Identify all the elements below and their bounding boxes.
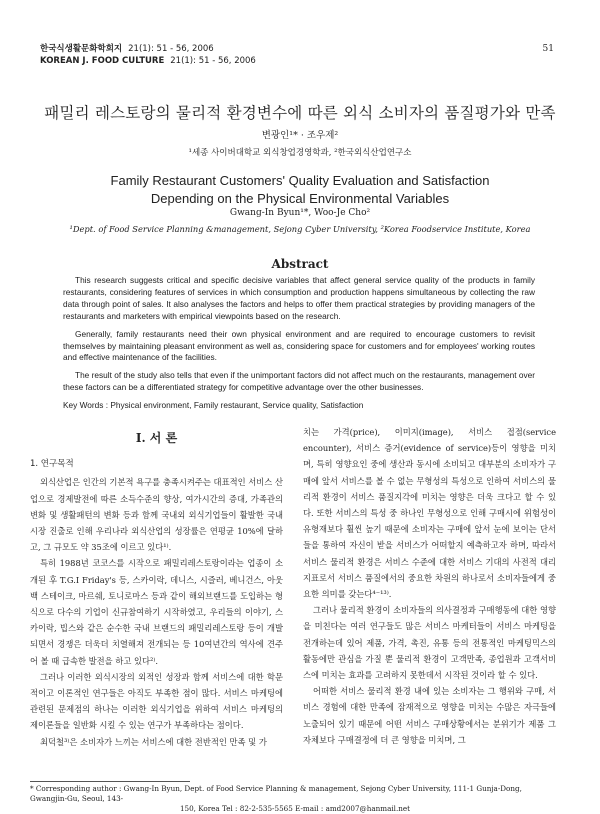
body-column-right [303, 424, 556, 748]
body-paragraph: 특히 1988년 코코스를 시작으로 패밀리레스토랑이라는 업종이 소개된 후 T.G.I Friday's 등, 스카이락, 데니스, 시즐러, 베니건스, 아웃백 스테이크, 마르쉐, 토니로마스 등과 같이 해외브랜드를 도입하는 형식으로 다수의 기업이 신규참여하기 시작하였고, 우리들의 이야기, 스카이락, 빕스와 같은 순수한 국내 브랜드의 패밀리레스토랑 등이 개발되면서 경쟁은 더욱더 치열해져 전개되는 등 10여년간의 역사에 견주어 볼 때 급속한 발전을 하고 있다²⁾. [30, 558, 283, 666]
journal-line-en [40, 55, 256, 67]
corresponding-author-footnote [30, 784, 560, 814]
footnote-divider [30, 781, 190, 782]
title-english [0, 172, 600, 208]
body-paragraph: 치는 가격(price), 이미지(image), 서비스 접점(service encounter), 서비스 증거(evidence of service)등이 영향을 미치며, 특히 영향요인 중에 생산과 동시에 소비되고 대부분의 소비자가 구매에 앞서 서비스를 볼 수 없는 무형성의 특성으로 인하여 서비스의 물리적 환경이 서비스 품질지각에 미치는 영향은 더욱 크다고 할 수 있다. 또한 서비스의 특성 중 하나인 무형성으로 인해 구매시에 위험성이 유형재보다 훨씬 높기 때문에 소비자는 구매에 앞서 눈에 보이는 단서들을 통하여 자신이 받을 서비스가 어떠할지 예측하고자 하며, 따라서 서비스 물리적 환경은 서비스 수준에 대한 서비스 기대의 사전적 대리 지표로서 서비스 품질에서의 중요한 차원의 하나로서 소비자들에게 중요한 의미를 갖는다⁴⁻¹³⁾. [303, 427, 556, 600]
page-number: 51 [542, 44, 554, 54]
abstract-paragraph: This research suggests critical and specific decisive variables that affect general service quality of the products in family restaurants, considering features of services in which consumption and production happens simultaneous by collecting the raw data through point of sales. It also analyses the factors and helps to offer them practical strategies by providing managers of the restaurants and marketers with empirical viewpoints based on the research. [63, 275, 535, 321]
keywords-list: Physical environment, Family restaurant, Service quality, Satisfaction [110, 400, 364, 411]
body-paragraph: 그러나 이러한 외식시장의 외적인 성장과 함께 서비스에 대한 학문적이고 이론적인 연구들은 아직도 부족한 점이 많다. 서비스 마케팅에 관련된 문제점의 하나는 이러한 외식기업을 위하여 서비스 마케팅의 제이론들을 일반화 시킬 수 있는 연구가 부족하다는 점이다. [30, 671, 283, 731]
authors-english: Gwang-In Byun¹*, Woo-Je Cho² [229, 208, 371, 218]
affiliations-korean: ¹세종 사이버대학교 외식창업경영학과, ²한국외식산업연구소 [188, 148, 412, 158]
journal-name-en: KOREAN J. FOOD CULTURE [40, 56, 165, 66]
subsection-title: 1. 연구목적 [30, 459, 74, 470]
body-paragraph: 최덕철³⁾은 소비자가 느끼는 서비스에 대한 전반적인 만족 및 가 [40, 736, 267, 747]
abstract-body [63, 275, 535, 412]
authors-korean: 변광인¹* · 조우제² [261, 130, 339, 141]
journal-name-kr: 한국식생활문화학회지 [40, 44, 123, 54]
journal-issue-kr: 21(1): 51 - 56, 2006 [128, 44, 214, 54]
body-paragraph: 외식산업은 인간의 기본적 욕구를 충족시켜주는 대표적인 서비스 산업으로 경제발전에 따른 소득수준의 향상, 여가시간의 증대, 가족관의 변화 및 생활패턴의 변화 등과 함께 국내외 외식기업들이 활발한 국내시장 진출로 인해 우리나라 외식산업의 성장률은 연평균 10%에 달하고, 그 규모도 약 35조에 이르고 있다¹⁾. [30, 477, 283, 553]
title-english-line1: Family Restaurant Customers' Quality Evaluation and Satisfaction [110, 173, 490, 188]
abstract-paragraph: The result of the study also tells that even if the unimportant factors did not affect much on the restaurants, management over these factors can be a differentiated strategy for competitive advantage over the other businesses. [63, 370, 535, 393]
body-paragraph: 어떠한 서비스 물리적 환경 내에 있는 소비자는 그 행위와 구매, 서비스 경험에 대한 만족에 잠재적으로 영향을 미치는 수많은 자극들에 노출되어 있기 때문에 어떤 서비스 구매상황에서는 분위기가 제품 그 자체보다 구매결정에 더 큰 영향을 미치며, 그 [303, 686, 556, 745]
affiliations-english: ¹Dept. of Food Service Planning &management, Sejong Cyber University, ²Korea Foodservice Institute, Korea [69, 224, 531, 234]
footnote-line1: * Corresponding author : Gwang-In Byun, Dept. of Food Service Planning & management, Sejong Cyber University, 111-1 Gunja-Dong, Gwangjin-Gu, Seoul, 143- [30, 784, 522, 803]
title-korean: 패밀리 레스토랑의 물리적 환경변수에 따른 외식 소비자의 품질평가와 만족 [44, 104, 556, 122]
footnote-line2: 150, Korea Tel : 82-2-535-5565 E-mail : amd2007@hanmail.net [179, 804, 411, 813]
journal-line-kr [40, 43, 256, 55]
keywords [63, 400, 535, 412]
abstract-paragraph: Generally, family restaurants need their own physical environment and are required to encourage customers to revisit themselves by maintaining pleasant environment as well as, considering space for customers and for employees' working routes and effective maintenance of the facilities. [63, 328, 535, 363]
title-english-line2: Depending on the Physical Environmental Variables [150, 191, 450, 206]
journal-issue-en: 21(1): 51 - 56, 2006 [170, 56, 256, 66]
section-title: Ⅰ. 서 론 [135, 431, 178, 445]
keywords-label: Key Words : [63, 400, 109, 411]
body-paragraph: 그러나 물리적 환경이 소비자들의 의사결정과 구매행동에 대한 영향을 미친다는 여러 연구들도 많은 서비스 마케터들이 서비스 마케팅을 전개하는데 있어 제품, 가격, 촉진, 유통 등의 전통적인 마케팅믹스의 활동에만 관심을 가질 뿐 물리적 환경이 고객만족, 종업원과 고객서비스에 미치는 효과를 고려하지 못한데서 시작된 것이라 할 수 있다. [303, 605, 556, 681]
abstract-heading: Abstract [271, 257, 329, 271]
body-column-left [30, 424, 283, 750]
journal-header [40, 43, 256, 67]
